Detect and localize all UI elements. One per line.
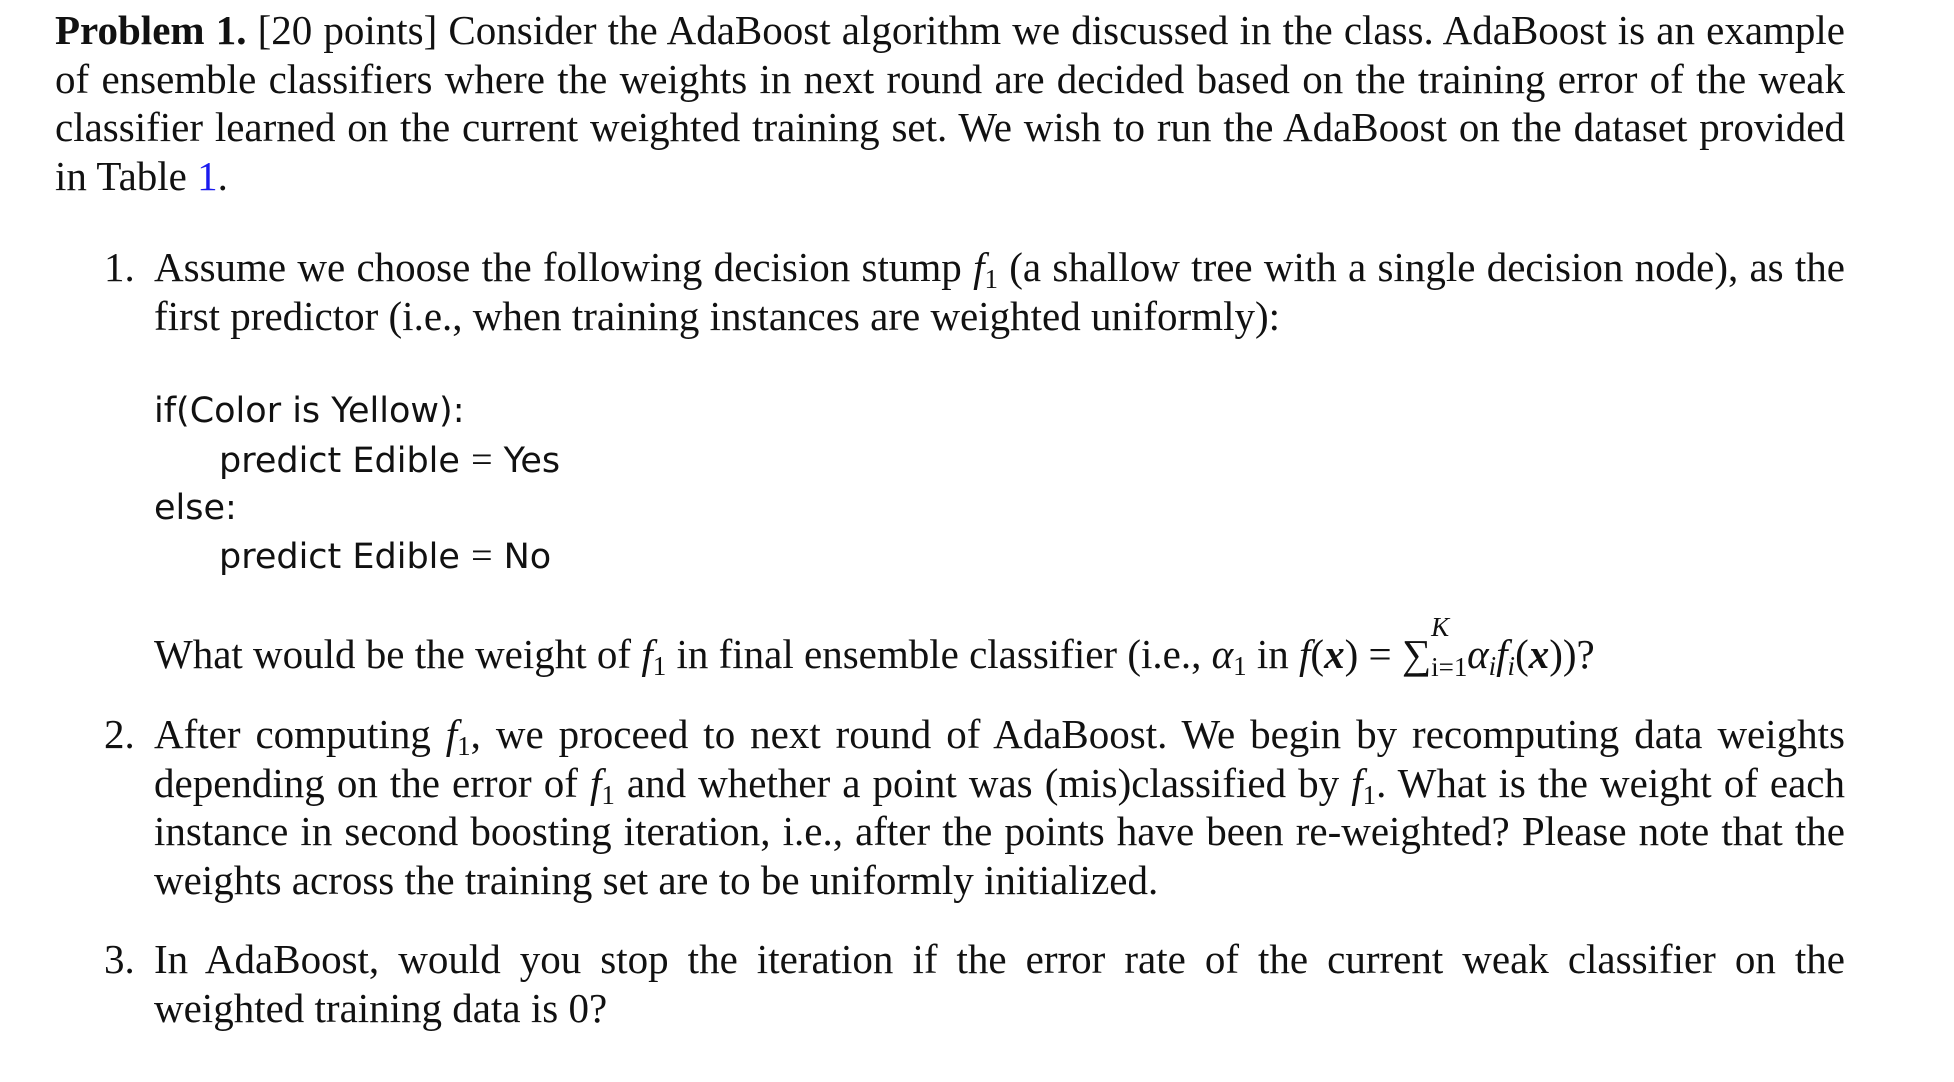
problem-intro (55, 6, 1845, 200)
subquestion-2 (104, 710, 1845, 904)
sum-symbol: ∑ (1401, 631, 1432, 677)
intro-text: [20 points] Consider the AdaBoost algorithm we discussed in the class. AdaBoost is an example of ensemble classifiers where the weights in next round are decided based on the training error of the weak classifier learned on the current weighted training set. We wish to run the AdaBoost on the dataset provided in Table (55, 7, 1845, 199)
problem-label: Problem 1. (55, 7, 247, 53)
code-line-predict-yes: predict Edible = Yes (219, 439, 561, 481)
subquestion-1 (104, 243, 1845, 340)
item-number: 1. (104, 244, 135, 290)
item-text: In AdaBoost, would you stop the iteration if the error rate of the current weak classifier on the weighted training data is 0? (154, 936, 1845, 1031)
code-line-if: if(Color is Yellow): (154, 391, 465, 431)
code-line-else: else: (154, 488, 237, 528)
subquestion-3 (104, 935, 1845, 1032)
code-line-predict-no: predict Edible = No (219, 535, 552, 577)
table-reference-link[interactable]: 1 (197, 152, 218, 199)
subquestion-1-question: What would be the weight of $f_1$ in final ensemble classifier (i.e., $\alpha_1$ in f(x) = ∑ K i=1 $\alpha_if_i(x)$)? (154, 612, 1595, 682)
intro-end: . (217, 152, 228, 199)
item-number: 3. (104, 936, 135, 982)
item-text: After computing $f_1$, we proceed to next round of AdaBoost. We begin by recomputing data weights depending on the error of $f_1$ and whether a point was (mis)classified by $f_1$. What is the weight of each instance in second boosting iteration, i.e., after the points have been re-weighted? Please note that the weights across the training set are to be uniformly initialized. (154, 711, 1845, 903)
item-text: Assume we choose the following decision stump $f_1$ (a shallow tree with a single decision node), as the first predictor (i.e., when training instances are weighted uniformly): (154, 244, 1845, 339)
item-number: 2. (104, 711, 135, 757)
